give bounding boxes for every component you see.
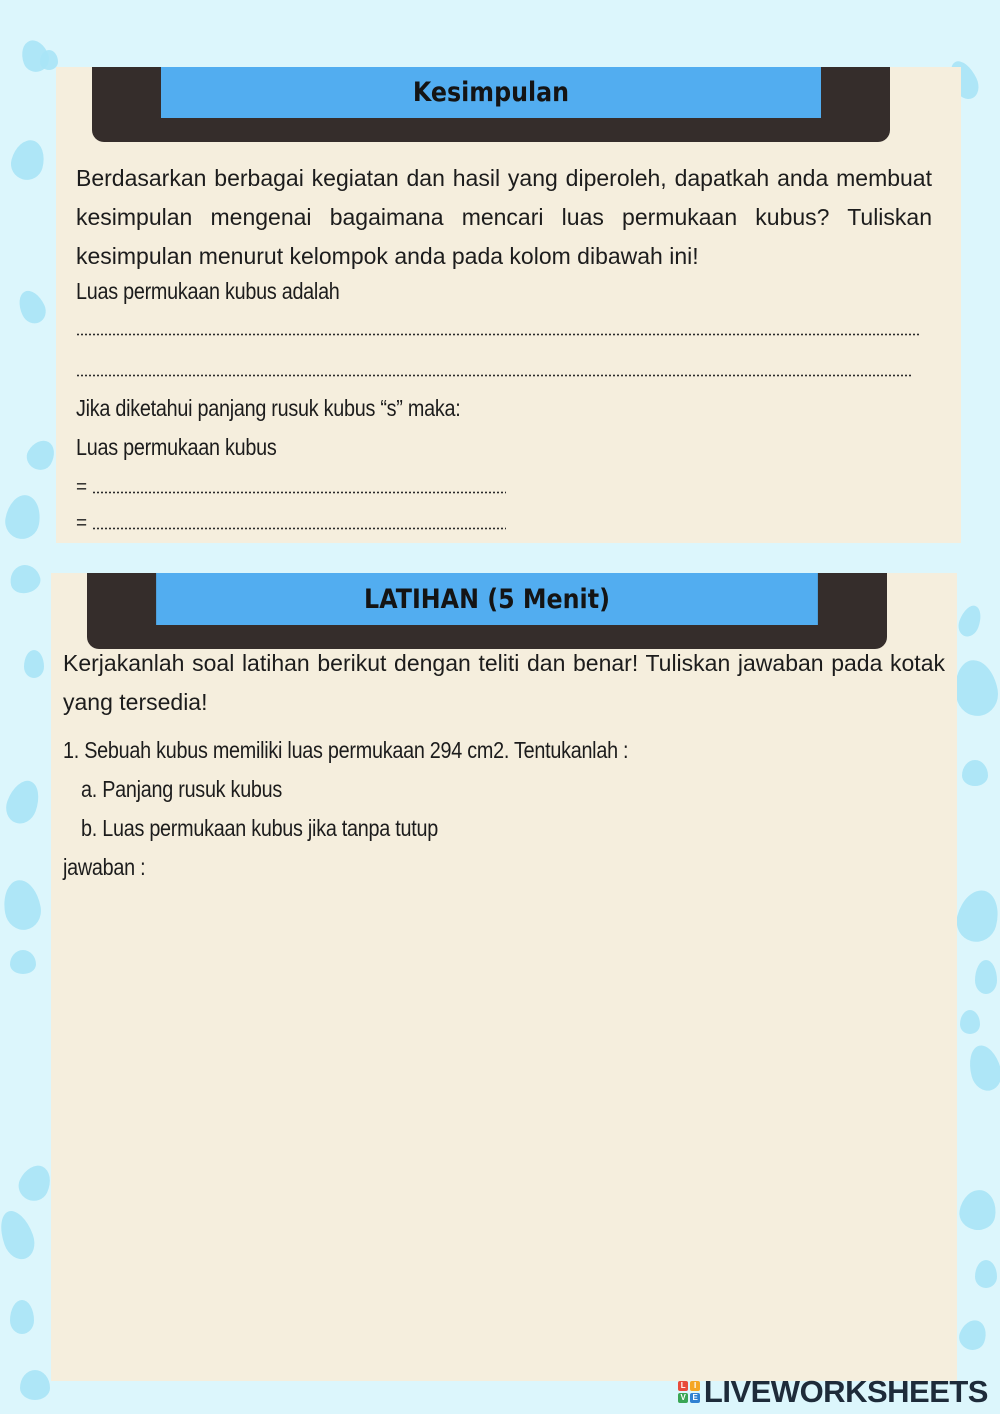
question-1-part-a: a. Panjang rusuk kubus — [81, 776, 283, 802]
liveworksheets-logo-text: LIVEWORKSHEETS — [703, 1374, 988, 1409]
kesimpulan-luas-prompt: Luas permukaan kubus adalah — [76, 278, 340, 304]
equals-sign-1: = — [76, 477, 88, 498]
answer-dotted-line-2[interactable] — [76, 374, 912, 377]
latihan-instruction: Kerjakanlah soal latihan berikut dengan teliti dan benar! Tuliskan jawaban pada kotak yang tersedia! — [63, 650, 945, 715]
formula-dotted-line-2[interactable] — [92, 527, 506, 530]
kesimpulan-header-tab — [92, 67, 890, 142]
equals-sign-2: = — [76, 513, 88, 534]
question-1-part-b: b. Luas permukaan kubus jika tanpa tutup — [81, 815, 438, 841]
answer-area[interactable] — [63, 893, 943, 1363]
liveworksheets-logo — [678, 1374, 988, 1410]
question-1: 1. Sebuah kubus memiliki luas permukaan 294 cm2. Tentukanlah : — [63, 737, 629, 763]
latihan-card — [51, 573, 957, 1381]
kesimpulan-rusuk-prompt: Jika diketahui panjang rusuk kubus “s” maka: — [76, 395, 461, 421]
answer-dotted-line-1[interactable] — [76, 333, 920, 336]
kesimpulan-intro: Berdasarkan berbagai kegiatan dan hasil yang diperoleh, dapatkah anda membuat kesimpulan mengenai bagaimana mencari luas permukaan kubus? Tuliskan kesimpulan menurut kelompok anda pada kolom dibawah ini! — [76, 165, 932, 269]
liveworksheets-logo-icon: L I V E — [678, 1381, 700, 1403]
formula-dotted-line-1[interactable] — [92, 491, 506, 494]
kesimpulan-formula-prompt: Luas permukaan kubus — [76, 434, 277, 460]
latihan-title: LATIHAN (5 Menit) — [156, 573, 818, 625]
kesimpulan-card — [56, 67, 961, 543]
latihan-header-tab — [87, 573, 887, 649]
answer-label: jawaban : — [63, 854, 146, 880]
kesimpulan-title: Kesimpulan — [161, 67, 821, 118]
